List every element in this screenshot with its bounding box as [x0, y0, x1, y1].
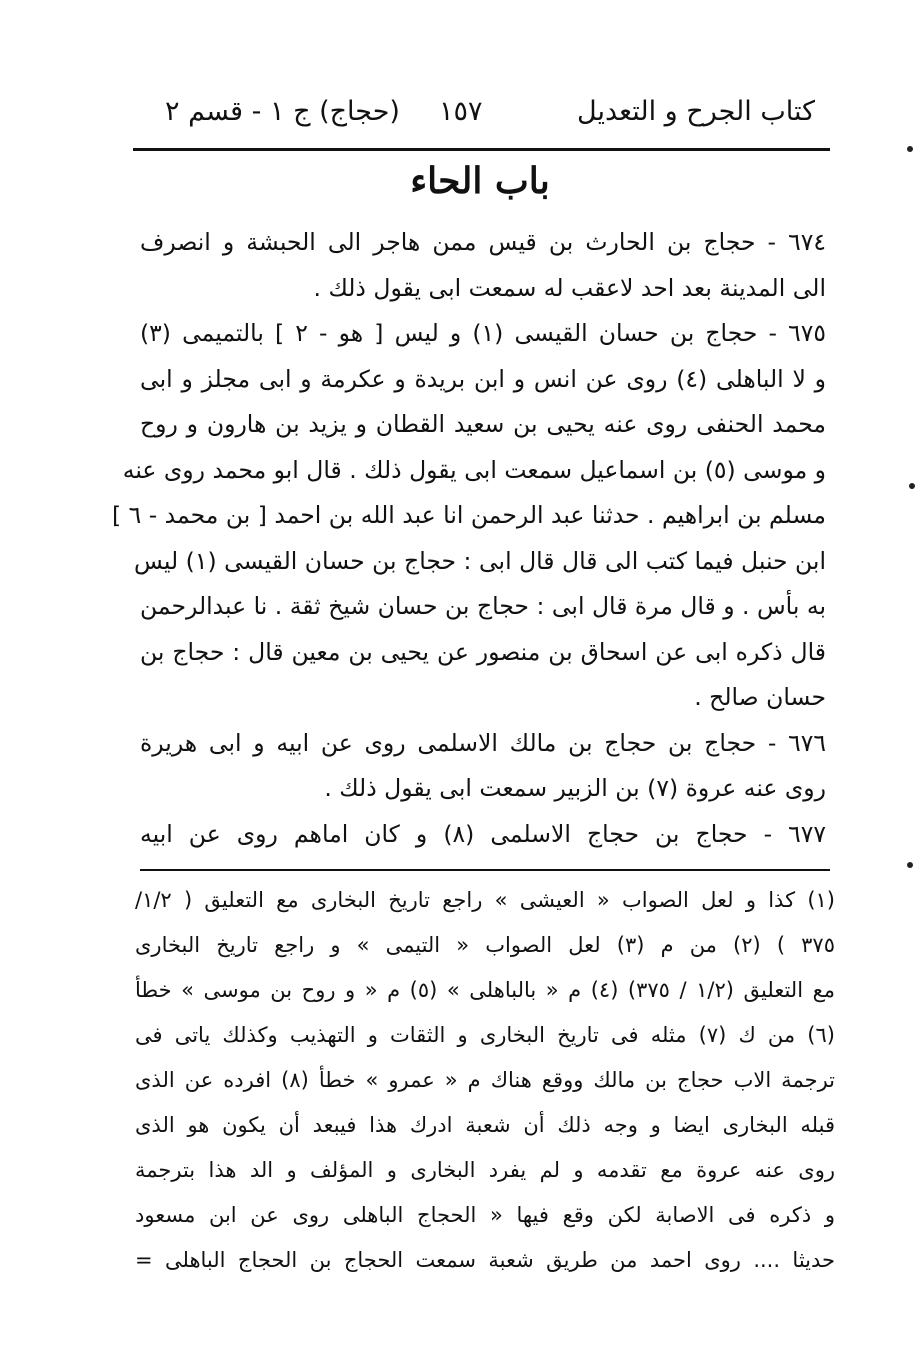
text-line: و موسى (٥) بن اسماعيل سمعت ابى يقول ذلك . قال ابو محمد روى عنه [122, 455, 826, 484]
page-number: ١٥٧ [439, 96, 483, 127]
text-line: ٦٧٥ - حجاج بن حسان القيسى (١) و ليس [ هو - ٢ ] بالتميمى (٣) [140, 319, 826, 347]
footnote-line: مع التعليق (١/٢ / ٣٧٥) (٤) م « بالباهلى » (٥) م « و روح بن موسى » خطأ [135, 978, 835, 1002]
text-line: ٦٧٤ - حجاج بن الحارث بن قيس ممن هاجر الى الحبشة و انصرف [140, 228, 826, 256]
text-line: ابن حنبل فيما كتب الى قال قال ابى : حجاج بن حسان القيسى (١) ليس [133, 546, 826, 575]
footnote-line: و ذكره فى الاصابة لكن وقع فيها « الحجاج الباهلى روى عن ابن مسعود [135, 1203, 835, 1227]
footnote-line: (٦) من ك (٧) مثله فى تاريخ البخارى و الثقات و التهذيب وكذلك ياتى فى [135, 1023, 835, 1047]
text-line: و لا الباهلى (٤) روى عن انس و ابن بريدة و عكرمة و ابى مجلز و ابى [140, 364, 827, 393]
footnotes [135, 878, 835, 1283]
text-line: الى المدينة بعد احد لاعقب له سمعت ابى يقول ذلك . [313, 273, 826, 302]
chapter-title: باب الحاء [410, 160, 550, 202]
text-line: به بأس . و قال مرة قال ابى : حجاج بن حسان شيخ ثقة . نا عبدالرحمن [140, 592, 826, 620]
text-line: محمد الحنفى روى عنه يحيى بن سعيد القطان و يزيد بن هارون و روح [140, 410, 826, 438]
book-title: كتاب الجرح و التعديل [577, 96, 815, 127]
text-line: حسان صالح . [694, 683, 826, 711]
running-header [135, 92, 825, 140]
margin-speck [907, 146, 913, 152]
margin-speck [907, 862, 913, 868]
text-line: روى عنه عروة (٧) بن الزبير سمعت ابى يقول ذلك . [324, 774, 826, 802]
header-rule [133, 148, 830, 151]
footnote-line: (١) كذا و لعل الصواب « العيشى » راجع تاريخ البخارى مع التعليق ( ١/٢/ [135, 888, 835, 912]
text-line: ٦٧٦ - حجاج بن حجاج بن مالك الاسلمى روى عن ابيه و ابى هريرة [140, 728, 826, 757]
footnote-line: ترجمة الاب حجاج بن مالك ووقع هناك م « عمرو » خطأ (٨) افرده عن الذى [135, 1068, 835, 1092]
footnote-line: قبله البخارى ايضا و وجه ذلك أن شعبة ادرك هذا فيبعد أن يكون هو الذى [135, 1113, 835, 1137]
footnote-rule [140, 869, 830, 871]
footnote-line: ٣٧٥ ) (٢) من م (٣) لعل الصواب « التيمى » و راجع تاريخ البخارى [135, 933, 835, 957]
volume-label: (حجاج) ج ١ - قسم ٢ [165, 96, 400, 127]
text-line: قال ذكره ابى عن اسحاق بن منصور عن يحيى بن معين قال : حجاج بن [140, 637, 826, 666]
text-line: ٦٧٧ - حجاج بن حجاج الاسلمى (٨) و كان اماهم روى عن ابيه [140, 819, 827, 848]
margin-speck [909, 483, 915, 489]
footnote-line: روى عنه عروة مع تقدمه و لم يفرد البخارى و المؤلف و الد هذا بترجمة [135, 1158, 835, 1182]
text-line: مسلم بن ابراهيم . حدثنا عبد الرحمن انا عبد الله بن احمد [ بن محمد - ٦ ] [111, 501, 826, 529]
main-text [111, 220, 827, 857]
footnote-line: حديثا .... روى احمد من طريق شعبة سمعت الحجاج بن الحجاج الباهلى = [135, 1248, 835, 1272]
